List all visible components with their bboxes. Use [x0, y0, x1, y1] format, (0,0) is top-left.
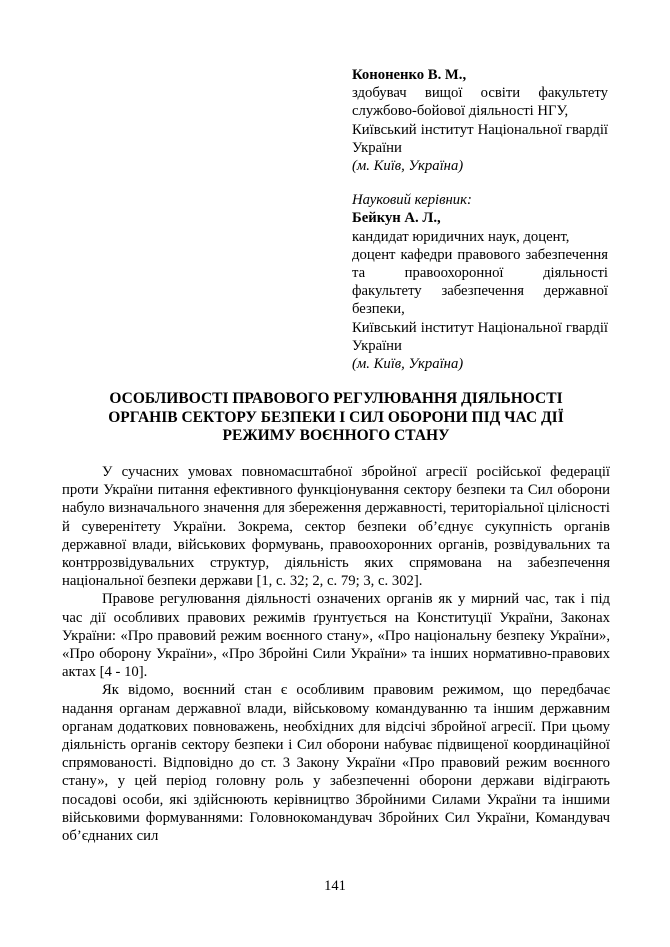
- spacer: [352, 175, 608, 191]
- supervisor-degree: кандидат юридичних наук, доцент,: [352, 228, 570, 245]
- paragraph: Як відомо, воєнний стан є особливим правовим режимом, що передбачає надання органам державної влади, військовому командуванню та іншим державним органам додаткових повноважень, необхідних для відсічі збройної агресії. При цьому діяльність органів сектору безпеки і Сил оборони набуває підвищеної координаційної спрямованості. Відповідно до ст. 3 Закону України «Про правовий режим воєнного стану», у цей період головну роль у забезпеченні оборони держави відіграють посадові особи, які здійснюють керівництво Збройними Силами України та іншими військовими формуваннями: Головнокомандувач Збройних Сил України, Командувач об’єднаних сил: [62, 682, 610, 845]
- author-name: Кононенко В. М.,: [352, 67, 467, 83]
- author-info-block: [352, 66, 608, 373]
- supervisor-position: доцент кафедри правового забезпечення та правоохоронної діяльності факультету забезпечення державної безпеки,: [352, 246, 608, 318]
- paragraph: Правове регулювання діяльності означених органів як у мирний час, так і під час дії особливих правових режимів ґрунтується на Конституції України, Законах України: «Про правовий режим воєнного стану», «Про національну безпеку України», «Про оборону України», «Про Збройні Сили України» та інших нормативно-правових актах [4 - 10].: [62, 591, 610, 681]
- title-line: РЕЖИМУ ВОЄННОГО СТАНУ: [222, 427, 450, 444]
- title-line: ОРГАНІВ СЕКТОРУ БЕЗПЕКИ І СИЛ ОБОРОНИ ПІД ЧАС ДІЇ: [108, 408, 564, 426]
- page-number: 141: [324, 878, 346, 894]
- supervisor-location: (м. Київ, Україна): [352, 356, 464, 373]
- supervisor-name: Бейкун А. Л.,: [352, 210, 441, 227]
- title-line: ОСОБЛИВОСТІ ПРАВОВОГО РЕГУЛЮВАННЯ ДІЯЛЬНОСТІ: [109, 390, 563, 407]
- supervisor-label: Науковий керівник:: [352, 192, 472, 209]
- author-position: здобувач вищої освіти факультету службово-бойової діяльності НГУ,: [352, 85, 608, 120]
- paragraph: У сучасних умовах повномасштабної збройної агресії російської федерації проти України питання ефективного функціонування сектору безпеки та Сил оборони набуло визначального значення для збереження державності, територіальної цілісності й суверенітету України. Зокрема, сектор безпеки об’єднує сукупність органів державної влади, військових формувань, правоохоронних органів, розвідувальних та контррозвідувальних структур, діяльність яких спрямована на забезпечення національної безпеки держави [1, с. 32; 2, с. 79; 3, с. 302].: [62, 464, 610, 590]
- article-title: [62, 390, 610, 446]
- author-institution: Київський інститут Національної гвардії України: [352, 121, 608, 156]
- supervisor-institution: Київський інститут Національної гвардії України: [352, 319, 608, 354]
- author-location: (м. Київ, Україна): [352, 158, 464, 175]
- article-body: [62, 463, 610, 845]
